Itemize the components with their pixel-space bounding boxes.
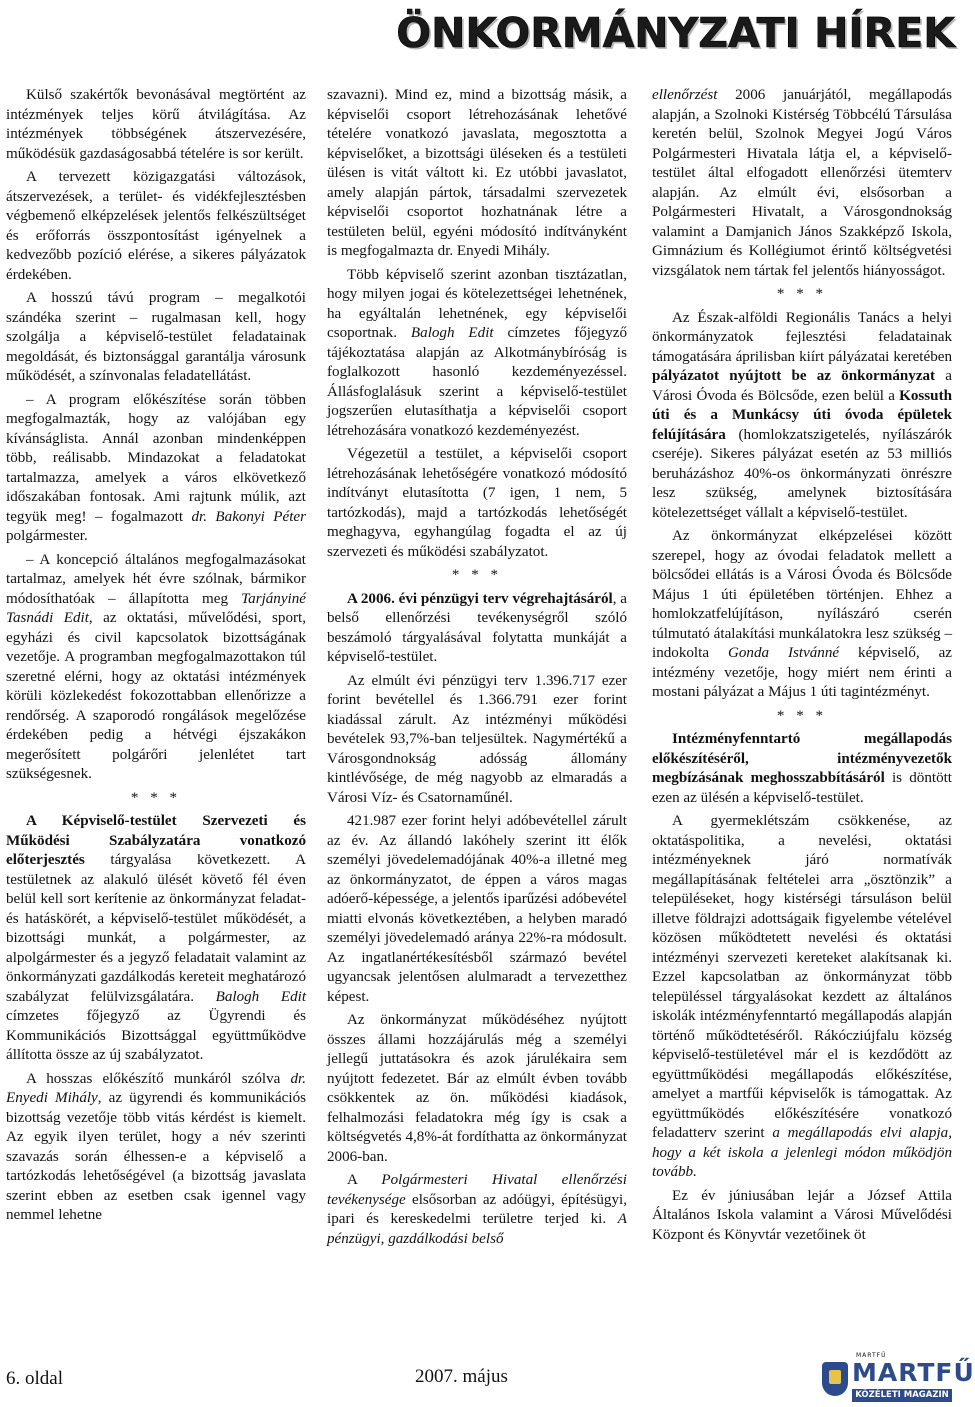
article-paragraph: Az elmúlt évi pénzügyi terv 1.396.717 ezer forint bevétellel és 1.366.791 ezer forint kiadással zárult. Az intézményi működési bevételek 93,7%-ban teljesültek. Nagymértékű a Városgondnokság adósság állomány kintlévősége, de még nagyobb az elmaradás a Városi Víz- és Csatornaműnél. bbox=[327, 672, 627, 806]
article-paragraph: Intézményfenntartó megállapodás előkészítéséről, intézményvezetők megbízásának meghosszabbításáról is döntött ezen az ülésén a képviselő-testület. bbox=[652, 731, 952, 806]
article-paragraph: A Képviselő-testület Szervezeti és Működési Szabályzatára vonatkozó előterjesztés tárgyalása következett. A testületnek az alakuló ülését követő fél éven belül kell sort kerítenie az önkormányzat feladat- és hatáskörét, a képviselő-testület működését, a bizottsági munkát, a polgármester, az alpolgármester és a jegyző feladatait valamint az önkormányzati gazdálkodás kereteit meghatározó szabályzat felülvizsgálatára. Balogh Edit címzetes főjegyző az Ügyrendi és Kommunikációs Bizottsággal együttműködve állította össze az új szabályzatot. bbox=[6, 813, 307, 1063]
article-paragraph: – A koncepció általános megfogalmazásokat tartalmaz, amelyek hét évre szólnak, bármikor módosíthatóak – állapította meg Tarjányiné Tasnádi Edit, az oktatási, művelődési, sport, egyházi és civil kapcsolatok bizottságának vezetője. A programban megfogalmazottakon túl szeretné elérni, hogy az oktatási intézmények körüli közlekedést fokozottabban ellenőrizze a rendőrség. A szaporodó rongálások megelőzése érdekében pedig a hétvégi éjszakákon megerősített polgárőri jelenlétet tart szükségesnek. bbox=[6, 551, 306, 782]
article-paragraph: Ez év júniusában lejár a József Attila Általános Iskola valamint a Városi Művelődési Központ és Könyvtár vezetőinek öt bbox=[652, 1187, 952, 1243]
section-separator: * * * bbox=[776, 707, 828, 724]
article-paragraph: A hosszú távú program – megalkotói szándéka szerint – rugalmasan kell, hogy szolgálja a képviselő-testület feladatainak megoldását, és biztonsággal garantálja városunk működését, a színvonalas feladatellátást. bbox=[6, 290, 306, 384]
section-separator: * * * bbox=[451, 567, 503, 583]
article-paragraph: Több képviselő szerint azonban tisztázatlan, hogy milyen jogai és kötelezettségei lehetnének, ha egyáltalán lehetnének, egy képviselői csoportnak. Balogh Edit címzetes főjegyző tájékoztatása alapján az Alkotmánybíróság is foglalkozott hasonló kezdeményezéssel. Állásfoglalásuk szerint a képviselő-testület jogszerűen elutasíthatja a képviselői csoport létrehozására vonatkozó kezdeményezést. bbox=[327, 266, 628, 439]
article-column-3 bbox=[652, 86, 952, 1249]
section-separator: * * * bbox=[130, 789, 182, 806]
masthead bbox=[230, 4, 955, 62]
article-paragraph: A gyermeklétszám csökkenése, az oktatáspolitika, a nevelési, oktatási intézményeknek járó normatívák megállapításának feltételei arra „ösztönzik” a településeket, hogy kistérségi társuláson belül illetve földrajzi adottságaik figyelembe vételével közösen működtetett nevelési és oktatási intézményi szervezeti kereteket alakítsanak ki. Ezzel kapcsolatban az önkormányzat több településsel tárgyalásokat kezdett az általános iskolák intézményfenntartó megállapodás alapján történő működtetéséről. Rákócziújfalu község képviselő-testületével már el is kezdődött az együttműködési megállapodás előkészítése, amelyet a martfűi képviselők is támogattak. Az együttműködés előkészítésére vonatkozó feladatterv szerint a megállapodás elvi alapja, hogy a két iskola a jelenlegi módon működjön tovább. bbox=[652, 813, 952, 1180]
article-paragraph: szavazni). Mind ez, mind a bizottság másik, a képviselői csoport létrehozásának lehetővé tételére vonatkozó javaslata, megosztotta a képviselőket, a bizottsági üléseken és a testületi ülésen is vitát váltott ki. Ez utóbbi javaslatot, amely alapján pártok, társadalmi szervezetek képviselői csoportot hozhatnának létre a testületen belül, egyéni módosító indítványként is megfogalmazta dr. Enyedi Mihály. bbox=[327, 87, 627, 259]
section-separator: * * * bbox=[776, 286, 828, 302]
article-paragraph: Külső szakértők bevonásával megtörtént az intézmények teljes körű átvilágítása. Az intézmények többségének átszervezésére, működésük gazdaságosabbá tételére is sor került. bbox=[6, 87, 306, 162]
article-paragraph: Végezetül a testület, a képviselői csoport létrehozásának lehetőségére vonatkozó módosító indítványt elutasította (7 igen, 1 nem, 5 tartózkodás), majd a tartózkodás lehetőségét meghagyva, egyhangúlag fogadta el az új szervezeti és működési szabályzatot. bbox=[327, 446, 627, 560]
article-column-1 bbox=[6, 86, 306, 1230]
article-paragraph: – A program előkészítése során többen megfogalmazták, hogy az valójában egy kívánságlista. Annál azonban mindenképpen több, reálisabb. Mindazokat a feladatokat tartalmazza, amelyek a város elkövetkező időszakában fontosak. Ami rajtunk múlik, azt tegyük meg! – fogalmazott dr. Bakonyi Péter polgármester. bbox=[6, 391, 306, 544]
logo-subtitle: KÖZÉLETI MAGAZIN bbox=[852, 1389, 952, 1402]
article-paragraph: Az önkormányzat működéséhez nyújtott összes állami hozzájárulás még a személyi jellegű juttatásokra és azok járulékaira sem nyújtott fedezetet. Bár az elmúlt évben tovább csökkentek az ön. működési kiadások, felhalmozási feladatokra még így is csak a költségvetés 4,8%-át fordíthatta az önkormányzat 2006-ban. bbox=[327, 1012, 627, 1165]
article-paragraph: 421.987 ezer forint helyi adóbevétellel zárult az év. Az állandó lakóhely szerint itt élők személyi jövedelemadójának 40%-a illetné meg az önkormányzatot, de éppen a város magas adóerő-képessége, a jelentős iparűzési adóbevétel miatti elvonás következtében, a helyben maradó személyi jövedelemadó aránya 22%-ra módosult. Az ingatlanértékesítésből származó bevétel ugyancsak jelentősen alulmaradt a tervezetthez képest. bbox=[327, 813, 627, 1005]
coat-of-arms-icon bbox=[822, 1362, 848, 1396]
article-paragraph: A 2006. évi pénzügyi terv végrehajtásáról, a belső ellenőrzési tevékenységről szóló beszámoló tárgyalásával folytatta munkáját a képviselő-testület. bbox=[327, 590, 628, 665]
article-paragraph: Az önkormányzat elképzelései között szerepel, hogy az óvodai feladatok mellett a bölcsődei ellátás is a Városi Óvoda és Bölcsőde Május 1 úti épületében történjen. Ehhez a homlokzatfelújításon, nyílászáró cserén túlmutató átalakítási munkálatokra lesz szükség – indokolta Gonda Istvánné képviselő, az intézmény vezetője, hogy miért nem érinti a mostani pályázat a Május 1 úti tagintézményt. bbox=[652, 528, 952, 700]
article-paragraph: A Polgármesteri Hivatal ellenőrzési tevékenysége elsősorban az adóügyi, építésügyi, ipari és kereskedelmi területre terjed ki. A pénzügyi, gazdálkodási belső bbox=[327, 1172, 628, 1247]
logo-name: MARTFŰ bbox=[852, 1358, 975, 1387]
article-column-2 bbox=[327, 86, 627, 1253]
article-paragraph: Az Észak-alföldi Regionális Tanács a helyi önkormányzatok fejlesztési feladatainak támogatására áprilisban kiírt pályázatai keretében pályázatot nyújtott be az önkormányzat a Városi Óvoda és Bölcsőde, ezen belül a Kossuth úti és a Munkácsy úti óvoda épületek felújítására (homlokzatszigetelés, nyílászárók cseréje). Sikeres pályázat esetén az 53 milliós beruházáshoz 40%-os önkormányzati önrészre lesz szükség, amelynek biztosítására kötelezettséget vállalt a képviselő-testület. bbox=[652, 309, 952, 521]
masthead-title: ÖNKORMÁNYZATI HÍREK bbox=[396, 9, 955, 57]
article-paragraph: ellenőrzést 2006 januárjától, megállapodás alapján, a Szolnoki Kistérség Többcélú Társulása keretén belül, Szolnok Megyei Jogú Város Polgármesteri Hivatala látja el, a képviselő-testület által elfogadott ellenőrzési ütemterv alapján. Az elmúlt évi, elsősorban a Polgármesteri Hivatalt, a Városgondnokság valamint a Damjanich János Szakképző Iskola, Gimnázium és Kollégiumot érintő költségvetési vizsgálatok nem tártak fel jelentős hiányosságot. bbox=[652, 87, 952, 279]
page-number: 6. oldal bbox=[6, 1368, 63, 1389]
article-paragraph: A tervezett közigazgatási változások, átszervezések, a terület- és vidékfejlesztésben végbemenő elképzelések jelentős felkészültséget és erőforrás összpontosítást igényelnek a kedvezőbb pozíció elérése, a sikeres pályázatok érdekében. bbox=[6, 169, 306, 283]
article-paragraph: A hosszas előkészítő munkáról szólva dr. Enyedi Mihály, az ügyrendi és kommunikációs bizottság vezetője több vitás kérdést is kiemelt. Az egyik ilyen terület, hogy a név szerinti szavazás során élhessen-e a képviselő a tartózkodás lehetőségével (a bizottság javaslata szerint ebben az esetben csak igennel vagy nemmel lehetne bbox=[6, 1070, 306, 1223]
magazine-logo bbox=[822, 1352, 975, 1404]
issue-date: 2007. május bbox=[415, 1366, 508, 1387]
logo-small-text: MARTFŰ bbox=[856, 1352, 887, 1359]
